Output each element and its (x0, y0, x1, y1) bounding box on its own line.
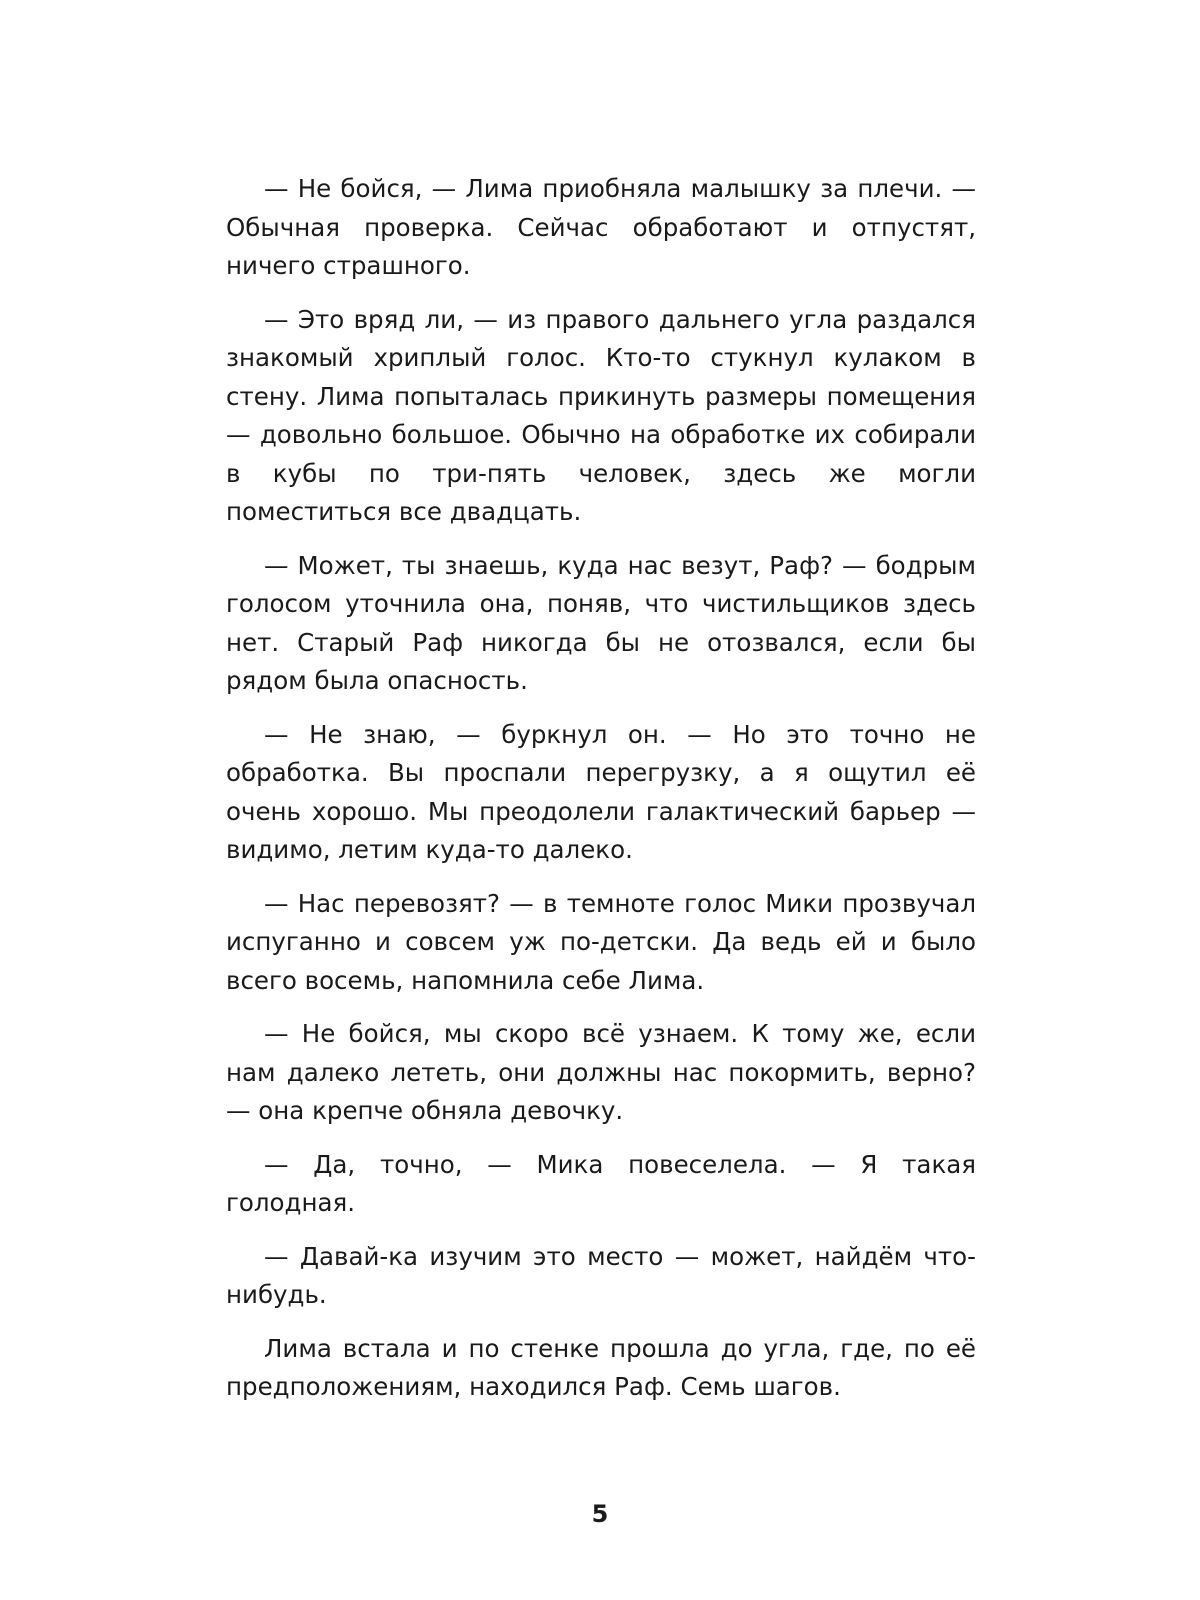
paragraph-6: — Не бойся, мы скоро всё узнаем. К тому же, если нам далеко лететь, они должны нас покормить, верно? — она крепче обняла девочку. (226, 1019, 976, 1125)
paragraph-4: — Не знаю, — буркнул он. — Но это точно не обработка. Вы проспали перегрузку, а я ощутил её очень хорошо. Мы преодолели галактический барьер — видимо, летим куда-то далеко. (226, 719, 976, 864)
paragraph-2: — Это вряд ли, — из правого дальнего угла раздался знакомый хриплый голос. Кто-то стукнул кулаком в стену. Лима попыталась прикинуть размеры помещения — довольно большое. Обычно на обработке их собирали в кубы по три-пять человек, здесь же могли поместиться все двадцать. (226, 304, 976, 526)
paragraph-3: — Может, ты знаешь, куда нас везут, Раф? — бодрым голосом уточнила она, поняв, что чистильщиков здесь нет. Старый Раф никогда бы не отозвался, если бы рядом была опасность. (226, 550, 976, 695)
paragraph-7: — Да, точно, — Мика повеселела. — Я такая голодная. (226, 1149, 976, 1217)
paragraph-8: — Давай-ка изучим это место — может, найдём что-нибудь. (226, 1241, 976, 1309)
page-text (226, 170, 976, 1422)
paragraph-9: Лима встала и по стенке прошла до угла, где, по её предположениям, находился Раф. Семь шагов. (226, 1333, 976, 1401)
page-number: 5 (591, 1500, 609, 1528)
paragraph-1: — Не бойся, — Лима приобняла малышку за плечи. — Обычная проверка. Сейчас обработают и отпустят, ничего страшного. (226, 174, 976, 280)
paragraph-5: — Нас перевозят? — в темноте голос Мики прозвучал испуганно и совсем уж по-детски. Да ведь ей и было всего восемь, напомнила себе Лима. (226, 888, 976, 995)
